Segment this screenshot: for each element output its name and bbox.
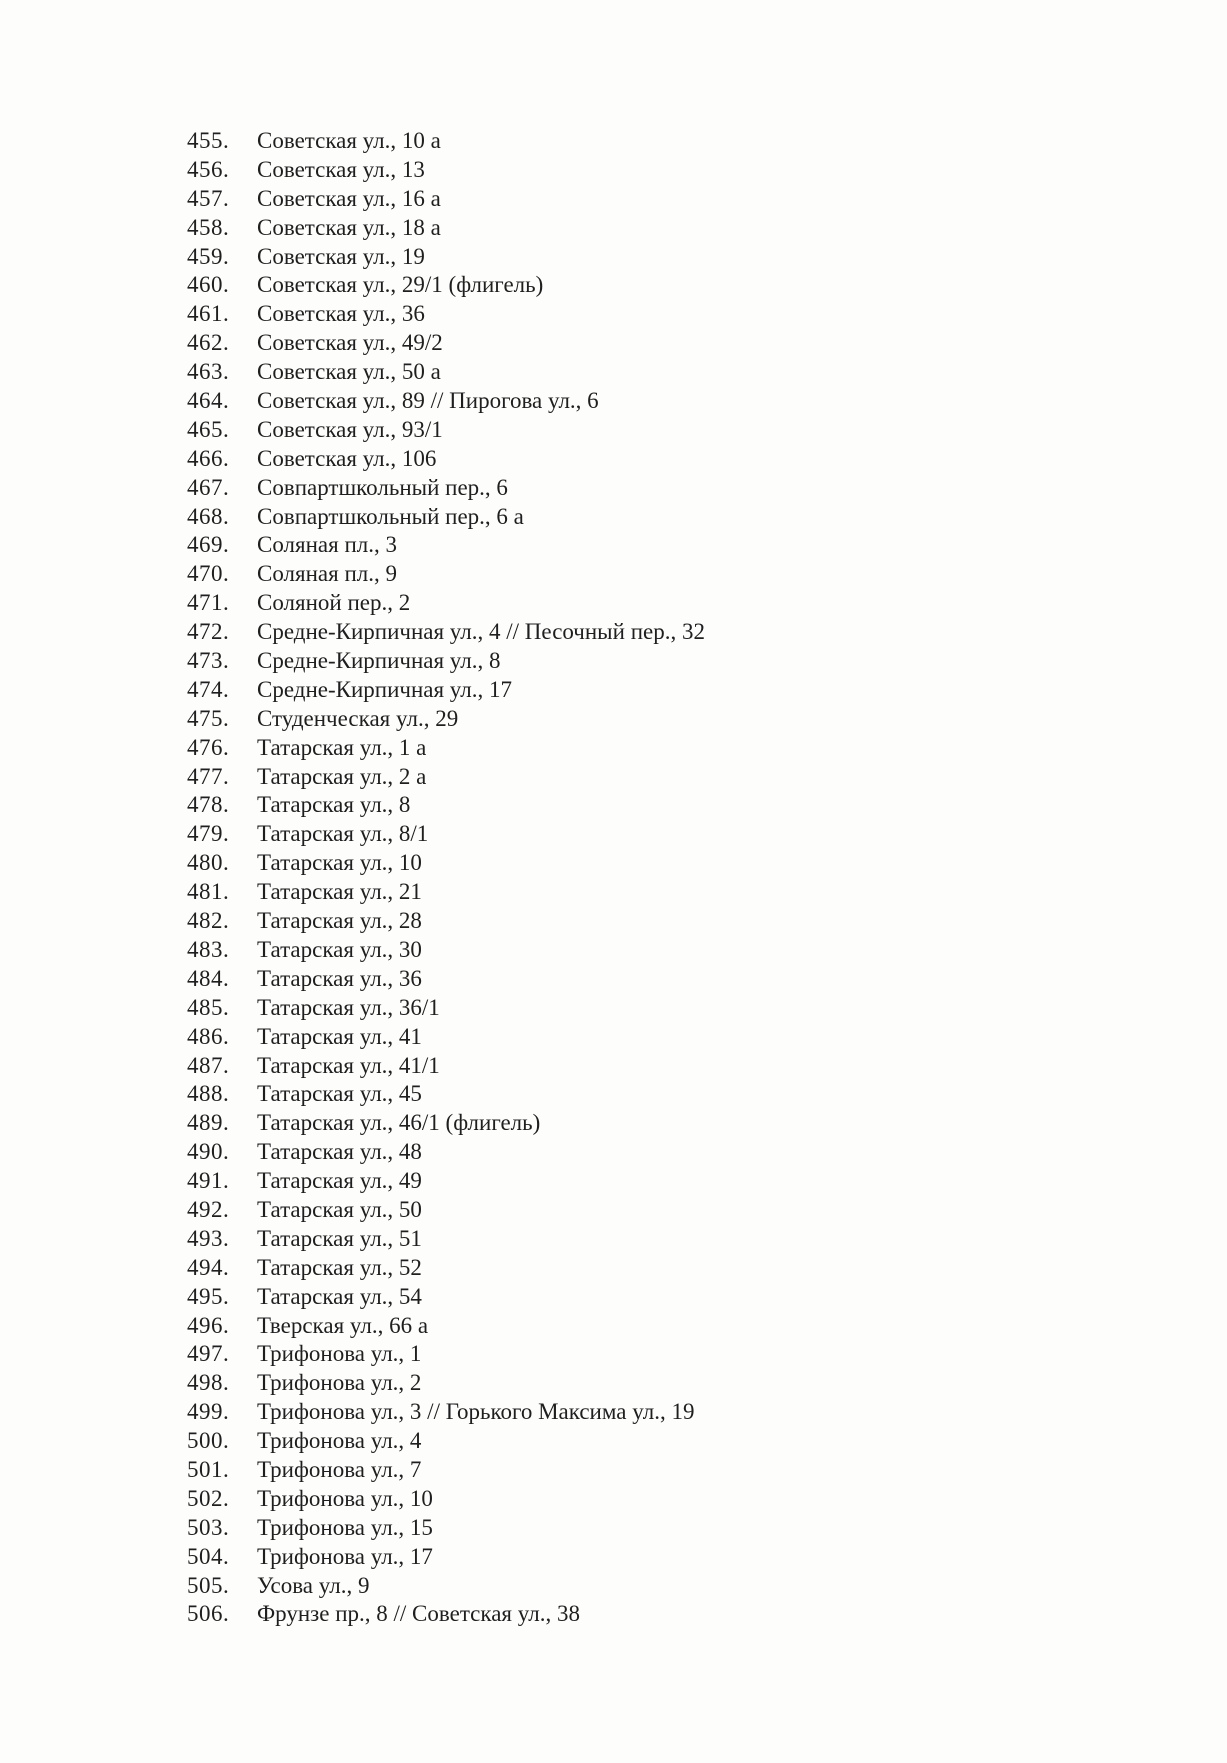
list-item	[187, 1138, 705, 1167]
list-item	[187, 1543, 705, 1572]
list-item	[187, 1283, 705, 1312]
list-item	[187, 1369, 705, 1398]
list-item	[187, 156, 705, 185]
item-number: 468.	[187, 503, 230, 529]
item-address: Татарская ул., 41/1	[257, 1052, 440, 1078]
item-address: Советская ул., 89 // Пирогова ул., 6	[257, 388, 599, 414]
list-item	[187, 474, 705, 503]
item-address: Татарская ул., 50	[257, 1196, 422, 1222]
list-item	[187, 1600, 705, 1629]
item-address: Советская ул., 29/1 (флигель)	[257, 272, 544, 298]
item-address: Совпартшкольный пер., 6 а	[257, 503, 524, 529]
item-address: Советская ул., 13	[257, 156, 425, 182]
item-number: 492.	[187, 1196, 230, 1222]
item-address: Татарская ул., 45	[257, 1081, 422, 1107]
item-address: Татарская ул., 8/1	[257, 821, 429, 847]
item-number: 463.	[187, 359, 230, 385]
list-item	[187, 1456, 705, 1485]
list-item	[187, 1427, 705, 1456]
item-number: 455.	[187, 128, 230, 153]
item-number: 464.	[187, 388, 230, 414]
list-item	[187, 1312, 705, 1341]
item-number: 498.	[187, 1370, 230, 1396]
item-number: 477.	[187, 763, 230, 789]
item-address: Трифонова ул., 4	[257, 1428, 422, 1454]
item-address: Советская ул., 18 а	[257, 214, 441, 240]
item-number: 461.	[187, 301, 230, 327]
item-address: Татарская ул., 52	[257, 1254, 422, 1280]
list-item	[187, 849, 705, 878]
list-item	[187, 560, 705, 589]
item-number: 462.	[187, 330, 230, 356]
list-item	[187, 791, 705, 820]
list-item	[187, 243, 705, 272]
item-address: Трифонова ул., 1	[257, 1341, 422, 1367]
item-number: 472.	[187, 619, 230, 645]
item-number: 494.	[187, 1254, 230, 1280]
list-item	[187, 387, 705, 416]
item-address: Татарская ул., 36	[257, 965, 422, 991]
list-item	[187, 300, 705, 329]
item-address: Усова ул., 9	[257, 1572, 370, 1598]
list-item	[187, 503, 705, 532]
item-number: 470.	[187, 561, 230, 587]
item-number: 456.	[187, 156, 230, 182]
item-number: 457.	[187, 185, 230, 211]
item-address: Трифонова ул., 17	[257, 1543, 433, 1569]
item-address: Татарская ул., 36/1	[257, 994, 440, 1020]
item-number: 481.	[187, 879, 230, 905]
item-address: Татарская ул., 2 а	[257, 763, 427, 789]
item-address: Татарская ул., 54	[257, 1283, 422, 1309]
list-item	[187, 820, 705, 849]
list-item	[187, 676, 705, 705]
list-item	[187, 416, 705, 445]
item-address: Трифонова ул., 10	[257, 1485, 433, 1511]
item-number: 484.	[187, 965, 230, 991]
item-number: 487.	[187, 1052, 230, 1078]
item-number: 471.	[187, 590, 230, 616]
item-number: 496.	[187, 1312, 230, 1338]
item-number: 500.	[187, 1428, 230, 1454]
item-address: Советская ул., 49/2	[257, 330, 443, 356]
list-item	[187, 1514, 705, 1543]
item-address: Трифонова ул., 7	[257, 1456, 422, 1482]
list-item	[187, 185, 705, 214]
item-number: 480.	[187, 850, 230, 876]
item-address: Татарская ул., 1 а	[257, 734, 427, 760]
item-number: 459.	[187, 243, 230, 269]
list-item	[187, 127, 705, 156]
list-item	[187, 1023, 705, 1052]
item-number: 473.	[187, 648, 230, 674]
item-address: Татарская ул., 49	[257, 1168, 422, 1194]
list-item	[187, 329, 705, 358]
list-item	[187, 358, 705, 387]
item-number: 466.	[187, 445, 230, 471]
item-address: Татарская ул., 21	[257, 879, 422, 905]
list-item	[187, 994, 705, 1023]
item-number: 490.	[187, 1139, 230, 1165]
list-item	[187, 271, 705, 300]
item-address: Советская ул., 93/1	[257, 416, 443, 442]
list-item	[187, 647, 705, 676]
list-item	[187, 589, 705, 618]
item-number: 491.	[187, 1168, 230, 1194]
item-address: Татарская ул., 48	[257, 1139, 422, 1165]
item-number: 475.	[187, 705, 230, 731]
item-address: Средне-Кирпичная ул., 17	[257, 676, 513, 702]
list-item	[187, 878, 705, 907]
item-address: Татарская ул., 51	[257, 1225, 422, 1251]
item-number: 503.	[187, 1514, 230, 1540]
item-number: 497.	[187, 1341, 230, 1367]
item-address: Татарская ул., 10	[257, 850, 422, 876]
item-address: Советская ул., 16 а	[257, 185, 441, 211]
item-number: 482.	[187, 908, 230, 934]
item-address: Тверская ул., 66 а	[257, 1312, 429, 1338]
item-address: Советская ул., 50 а	[257, 359, 441, 385]
item-address: Соляная пл., 9	[257, 561, 397, 587]
item-address: Трифонова ул., 2	[257, 1370, 422, 1396]
item-address: Татарская ул., 41	[257, 1023, 422, 1049]
item-number: 488.	[187, 1081, 230, 1107]
item-address: Советская ул., 36	[257, 301, 425, 327]
item-address: Татарская ул., 30	[257, 936, 422, 962]
list-item	[187, 445, 705, 474]
list-item	[187, 1254, 705, 1283]
item-number: 458.	[187, 214, 230, 240]
list-item	[187, 1340, 705, 1369]
list-item	[187, 618, 705, 647]
item-number: 495.	[187, 1283, 230, 1309]
item-address: Трифонова ул., 15	[257, 1514, 433, 1540]
item-address: Советская ул., 106	[257, 445, 437, 471]
item-address: Татарская ул., 28	[257, 908, 422, 934]
item-address: Средне-Кирпичная ул., 8	[257, 648, 501, 674]
item-number: 493.	[187, 1225, 230, 1251]
item-number: 506.	[187, 1601, 230, 1627]
list-item	[187, 763, 705, 792]
list-item	[187, 1080, 705, 1109]
item-number: 502.	[187, 1485, 230, 1511]
item-number: 460.	[187, 272, 230, 298]
item-address: Студенческая ул., 29	[257, 705, 459, 731]
item-address: Соляной пер., 2	[257, 590, 411, 616]
list-item	[187, 1109, 705, 1138]
item-address: Советская ул., 10 а	[257, 128, 441, 153]
item-number: 501.	[187, 1456, 230, 1482]
item-number: 504.	[187, 1543, 230, 1569]
item-number: 476.	[187, 734, 230, 760]
list-item	[187, 705, 705, 734]
list-item	[187, 531, 705, 560]
list-item	[187, 1167, 705, 1196]
list-item	[187, 907, 705, 936]
list-item	[187, 1052, 705, 1081]
list-item	[187, 1572, 705, 1601]
item-number: 499.	[187, 1399, 230, 1425]
item-number: 478.	[187, 792, 230, 818]
item-address: Соляная пл., 3	[257, 532, 397, 558]
list-item	[187, 965, 705, 994]
item-address: Трифонова ул., 3 // Горького Максима ул., 19	[257, 1399, 695, 1425]
item-number: 479.	[187, 821, 230, 847]
list-item	[187, 936, 705, 965]
item-number: 489.	[187, 1110, 230, 1136]
item-number: 469.	[187, 532, 230, 558]
item-address: Татарская ул., 8	[257, 792, 411, 818]
item-address: Фрунзе пр., 8 // Советская ул., 38	[257, 1601, 580, 1627]
list-item	[187, 214, 705, 243]
item-number: 467.	[187, 474, 230, 500]
item-address: Татарская ул., 46/1 (флигель)	[257, 1110, 541, 1136]
item-address: Советская ул., 19	[257, 243, 425, 269]
item-number: 483.	[187, 936, 230, 962]
item-number: 465.	[187, 416, 230, 442]
list-item	[187, 1398, 705, 1427]
item-number: 486.	[187, 1023, 230, 1049]
address-list	[187, 127, 705, 1629]
list-item	[187, 1196, 705, 1225]
item-number: 505.	[187, 1572, 230, 1598]
item-address: Совпартшкольный пер., 6	[257, 474, 508, 500]
list-item	[187, 1225, 705, 1254]
item-number: 474.	[187, 676, 230, 702]
item-number: 485.	[187, 994, 230, 1020]
item-address: Средне-Кирпичная ул., 4 // Песочный пер., 32	[257, 619, 705, 645]
list-item	[187, 734, 705, 763]
list-item	[187, 1485, 705, 1514]
